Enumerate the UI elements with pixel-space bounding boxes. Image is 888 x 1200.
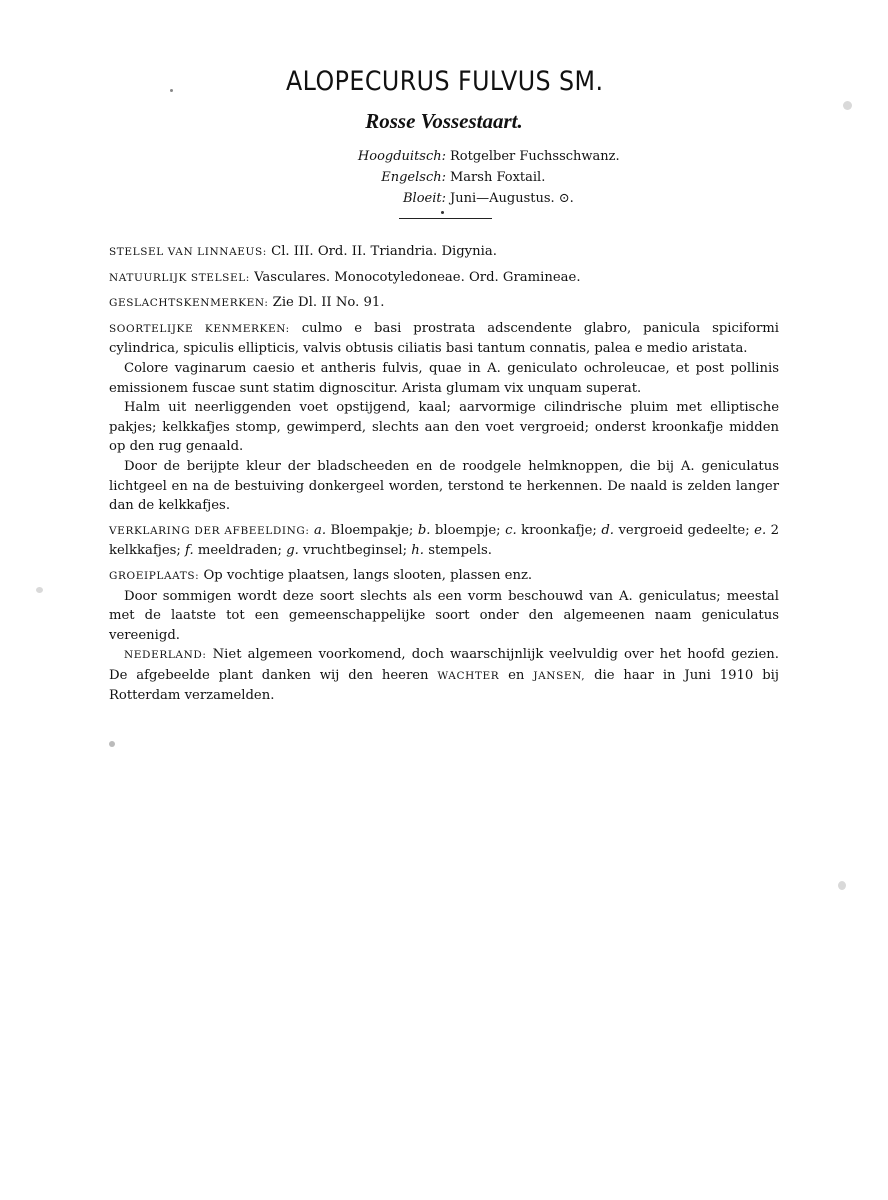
ornament-dot <box>441 211 444 214</box>
collector-name: WACHTER <box>437 669 500 682</box>
name-label: Hoogduitsch: <box>357 149 446 164</box>
paragraph-verklaring <box>109 521 779 561</box>
figure-key: g. <box>286 543 299 559</box>
name-row-bloeit <box>0 188 888 209</box>
name-label: Bloeit: <box>403 191 446 206</box>
figure-text: vruchtbeginsel; <box>303 543 408 559</box>
paragraph-groeiplaats <box>109 566 779 587</box>
figure-text: 2 kelkkafjes; <box>109 522 780 559</box>
section-label: NEDERLAND: <box>124 649 207 662</box>
paragraph-colore: Colore vaginarum caesio et antheris fulvis, quae in A. geniculato ochroleucae, et post pollinis emissionem fuscae sunt statim dignoscitur. Arista glumam vix unquam superat. <box>109 360 779 396</box>
paragraph-halm: Halm uit neerliggenden voet opstijgend, kaal; aarvormige cilindrische pluim met elliptische pakjes; kelkkafjes stomp, gewimperd, slechts aan den voet vergroeid; onderst kroonkafje midden op den rug genaald. <box>109 400 779 455</box>
scan-speck <box>170 89 173 92</box>
figure-text: Bloempakje; <box>330 522 414 538</box>
body-text <box>109 242 779 706</box>
paragraph-stelsel <box>109 242 779 263</box>
scan-speck <box>109 741 115 747</box>
paragraph-natuurlijk <box>109 268 779 289</box>
section-label: GESLACHTSKENMERKEN: <box>109 297 269 310</box>
section-text: Zie Dl. II No. 91. <box>272 295 385 311</box>
name-label: Engelsch: <box>381 170 446 185</box>
section-text: Vasculares. Monocotyledoneae. Ord. Gramineae. <box>254 269 581 285</box>
figure-text: bloempje; <box>434 522 501 538</box>
paragraph-nederland <box>109 645 779 706</box>
paragraph-sommigen: Door sommigen wordt deze soort slechts als een vorm beschouwd van A. geniculatus; meestal met de laatste tot een gemeenschappelijke soort onder den algemeenen naam geniculatus vereenigd. <box>109 588 779 643</box>
section-text: die haar in Juni 1910 bij Rotterdam verzamelden. <box>109 667 779 704</box>
figure-text: stempels. <box>428 543 492 559</box>
section-label: STELSEL VAN LINNAEUS: <box>109 246 267 258</box>
figure-text: vergroeid gedeelte; <box>618 522 750 538</box>
section-label: VERKLARING DER AFBEELDING: <box>109 524 310 537</box>
scan-speck <box>36 587 43 593</box>
paragraph-door: Door de berijpte kleur der bladscheeden en de roodgele helmknoppen, die bij A. geniculatus lichtgeel en na de bestuiving donkergeel worden, terstond te herkennen. De naald is zelden langer dan de kelkkafjes. <box>109 458 779 514</box>
figure-key: h. <box>411 543 424 559</box>
section-label: SOORTELIJKE KENMERKEN: <box>109 322 290 335</box>
name-row-german <box>0 146 888 167</box>
page-subtitle: Rosse Vossestaart. <box>365 109 523 133</box>
section-text: en <box>508 667 525 683</box>
divider-rule <box>399 218 492 219</box>
section-text: Op vochtige plaatsen, langs slooten, plassen enz. <box>203 567 533 583</box>
figure-key: d. <box>601 522 614 538</box>
paragraph-soort <box>109 319 779 359</box>
figure-key: a. <box>314 522 327 538</box>
figure-key: b. <box>417 522 431 538</box>
section-label: GROEIPLAATS: <box>109 569 200 582</box>
common-names <box>0 146 888 209</box>
section-label: NATUURLIJK STELSEL: <box>109 271 250 284</box>
figure-text: meeldraden; <box>197 543 282 559</box>
figure-key: c. <box>505 522 517 538</box>
figure-key: f. <box>185 543 194 559</box>
page-title: ALOPECURUS FULVUS SM. <box>285 66 604 97</box>
name-value: Juni—Augustus. ⊙. <box>450 191 574 206</box>
scan-speck <box>843 101 852 110</box>
name-row-english <box>0 167 888 188</box>
name-value: Rotgelber Fuchsschwanz. <box>450 149 620 164</box>
name-value: Marsh Foxtail. <box>450 170 546 185</box>
scan-speck <box>838 881 846 890</box>
figure-text: kroonkafje; <box>521 522 597 538</box>
section-text: Niet algemeen voorkomend, doch waarschijnlijk veelvuldig over het hoofd gezien. De afgebeelde plant danken wij den heeren <box>109 647 779 683</box>
section-text: Cl. III. Ord. II. Triandria. Digynia. <box>271 244 497 259</box>
section-text: culmo e basi prostrata adscendente glabro, panicula spiciformi cylindrica, spiculis ellipticis, valvis obtusis ciliatis basi tantum connatis, palea e medio aristata. <box>109 320 779 357</box>
collector-name: JANSEN, <box>533 669 586 682</box>
figure-key: e. <box>754 522 767 538</box>
paragraph-geslacht <box>109 293 779 314</box>
